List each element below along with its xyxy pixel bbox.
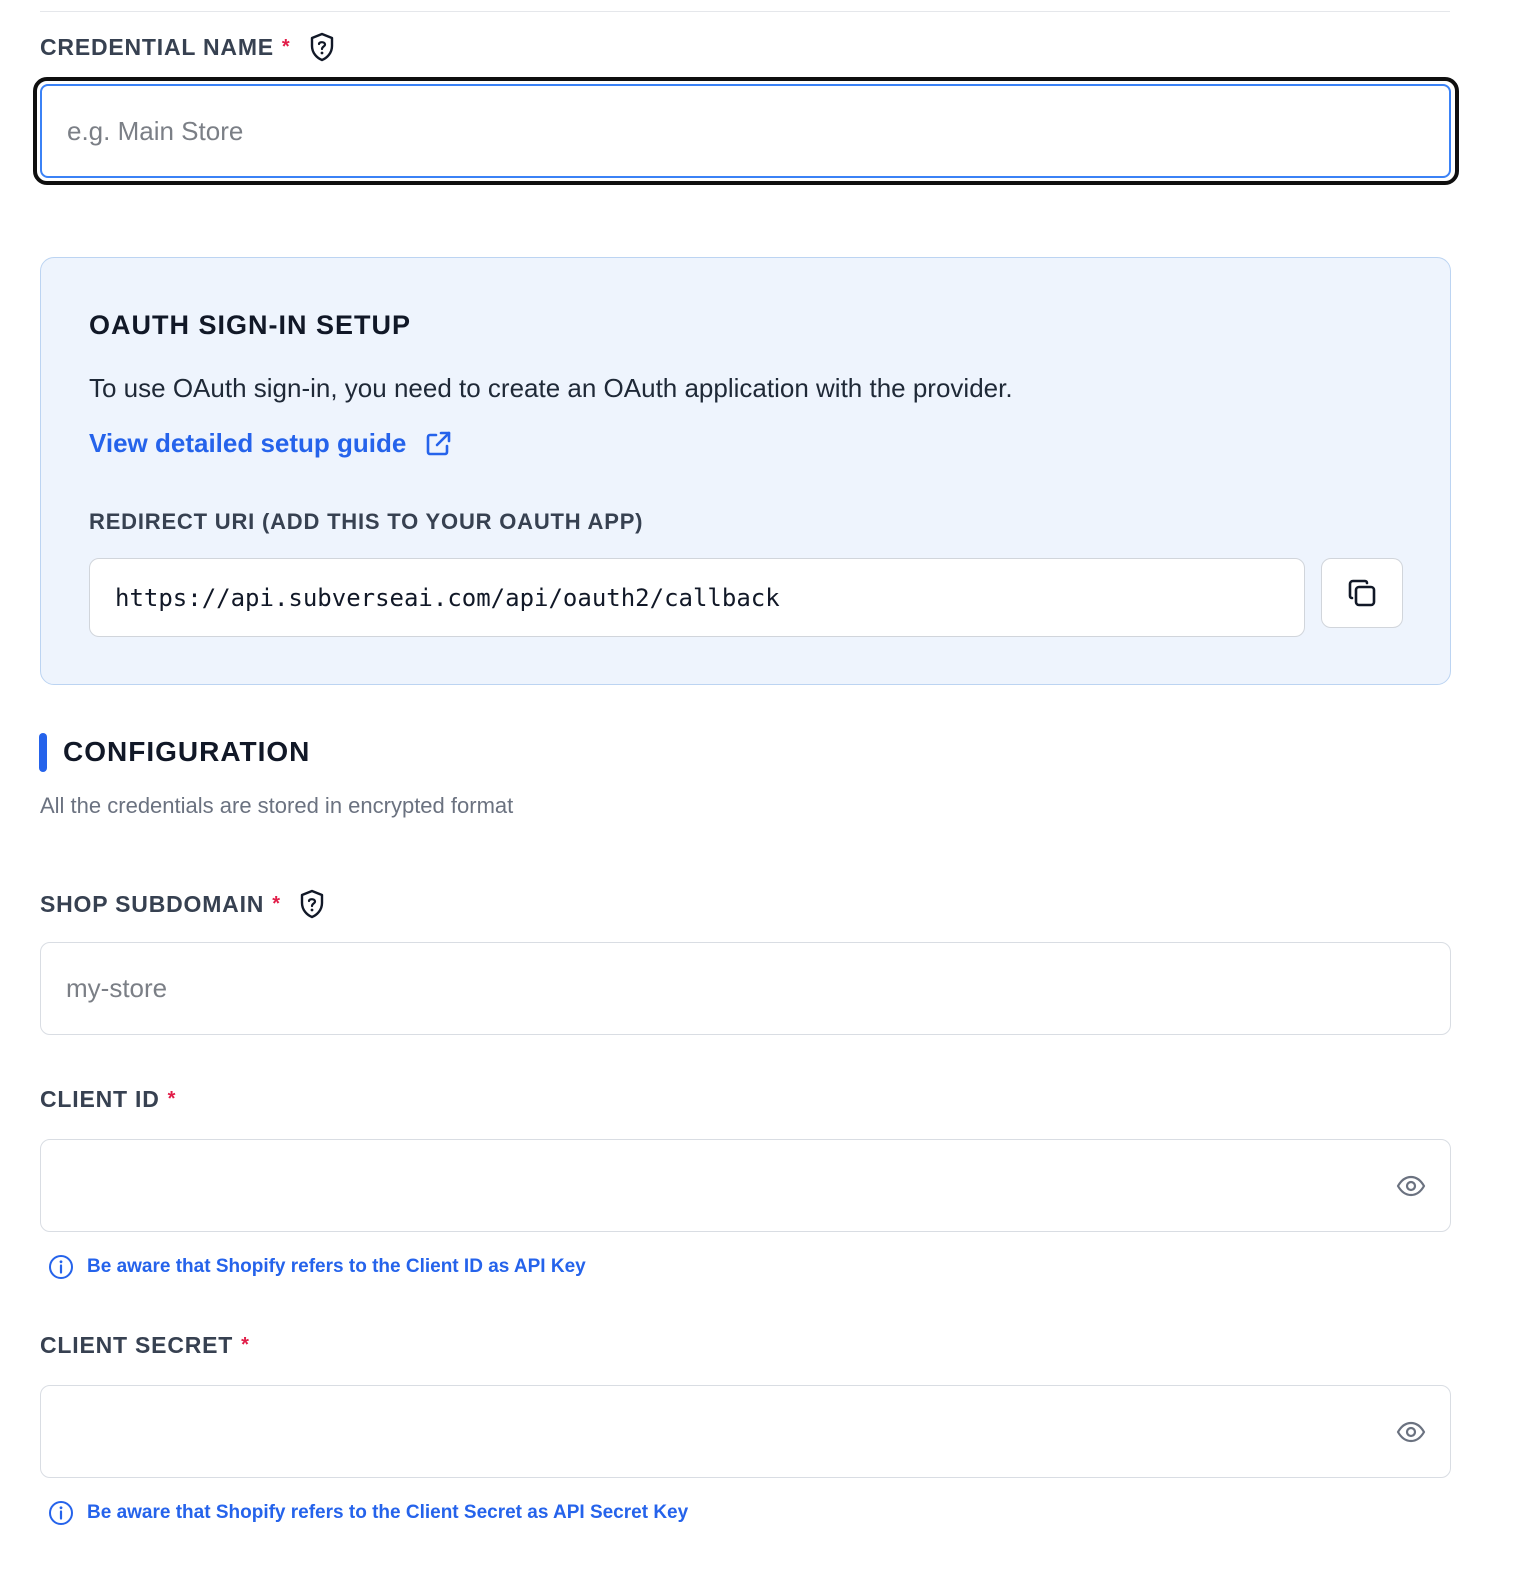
eye-icon[interactable]: [1396, 1175, 1426, 1197]
credential-name-placeholder: e.g. Main Store: [67, 115, 244, 146]
info-icon: [48, 1254, 74, 1280]
configuration-subtitle: All the credentials are stored in encrypted format: [40, 793, 514, 818]
client-secret-label: [40, 1332, 250, 1359]
client-secret-label-text: CLIENT SECRET: [40, 1332, 234, 1358]
external-link-icon: [424, 430, 452, 458]
shop-subdomain-input[interactable]: [40, 942, 1451, 1035]
copy-icon: [1346, 577, 1378, 609]
setup-guide-link[interactable]: [89, 428, 452, 459]
shop-subdomain-label-text: SHOP SUBDOMAIN: [40, 890, 265, 917]
client-id-hint: [48, 1254, 586, 1280]
info-icon: [48, 1500, 74, 1526]
copy-button[interactable]: [1321, 558, 1403, 628]
required-mark: *: [167, 1088, 177, 1110]
redirect-uri-value: https://api.subverseai.com/api/oauth2/callback: [115, 583, 780, 612]
shop-subdomain-placeholder: my-store: [66, 973, 168, 1003]
section-accent-bar: [39, 733, 47, 772]
shield-question-icon[interactable]: [299, 889, 325, 919]
credential-name-label-text: CREDENTIAL NAME: [40, 33, 274, 60]
shop-subdomain-label: [40, 889, 325, 919]
client-id-hint-text: Be aware that Shopify refers to the Client ID as API Key: [87, 1256, 586, 1277]
client-secret-hint: [48, 1500, 688, 1526]
oauth-title: OAUTH SIGN-IN SETUP: [89, 310, 412, 340]
client-id-input[interactable]: [40, 1139, 1451, 1232]
credential-name-label: [40, 32, 335, 62]
client-id-label: [40, 1086, 176, 1113]
eye-icon[interactable]: [1396, 1421, 1426, 1443]
oauth-setup-panel: [40, 257, 1451, 685]
required-mark: *: [272, 892, 281, 915]
top-divider: [40, 11, 1450, 12]
redirect-uri-field[interactable]: [89, 558, 1305, 637]
setup-guide-link-text[interactable]: View detailed setup guide: [89, 428, 407, 458]
client-secret-hint-text: Be aware that Shopify refers to the Client Secret as API Secret Key: [87, 1502, 689, 1523]
client-secret-input[interactable]: [40, 1385, 1451, 1478]
oauth-description: To use OAuth sign-in, you need to create an OAuth application with the provider.: [89, 373, 1013, 403]
shield-question-icon[interactable]: [309, 32, 335, 62]
required-mark: *: [241, 1334, 250, 1356]
redirect-uri-label: REDIRECT URI (ADD THIS TO YOUR OAUTH APP): [89, 509, 644, 534]
client-id-label-text: CLIENT ID: [40, 1086, 160, 1112]
configuration-title: CONFIGURATION: [63, 736, 311, 767]
required-mark: *: [281, 35, 291, 58]
credential-name-input[interactable]: [40, 84, 1451, 178]
